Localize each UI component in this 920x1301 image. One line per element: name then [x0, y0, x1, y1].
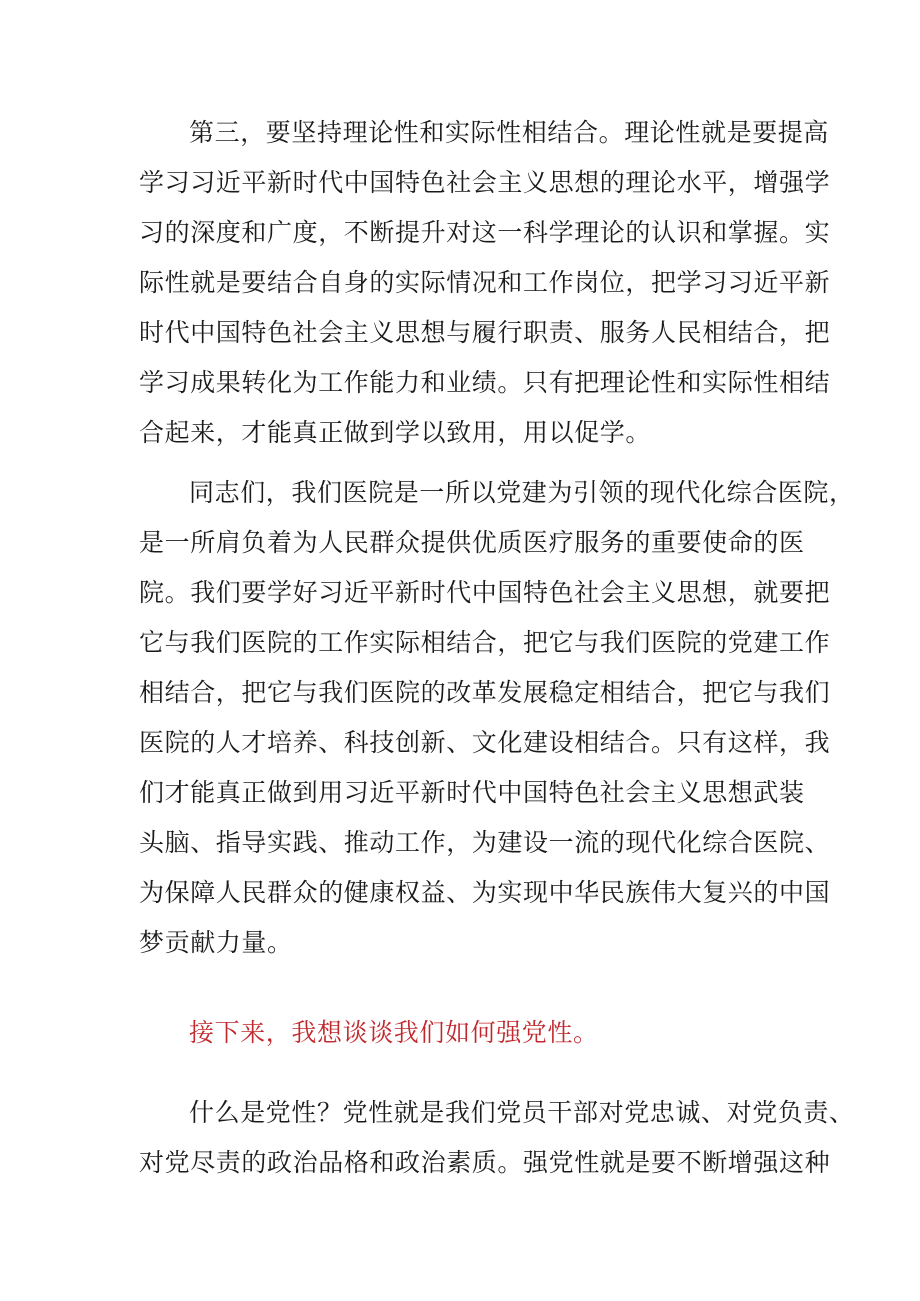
text-line: 梦贡献力量。	[139, 928, 293, 957]
text-line: 为保障人民群众的健康权益、为实现中华民族伟大复兴的中国	[139, 878, 831, 907]
text-line: 对党尽责的政治品格和政治素质。强党性就是要不断增强这种	[139, 1148, 831, 1177]
text-line: 学习习近平新时代中国特色社会主义思想的理论水平，增强学	[139, 168, 831, 197]
text-line: 时代中国特色社会主义思想与履行职责、服务人民相结合，把	[139, 318, 831, 347]
text-line: 合起来，才能真正做到学以致用，用以促学。	[139, 418, 652, 447]
text-line: 际性就是要结合自身的实际情况和工作岗位，把学习习近平新	[139, 268, 831, 297]
text-line: 习的深度和广度，不断提升对这一科学理论的认识和掌握。实	[139, 218, 831, 247]
text-line: 什么是党性？党性就是我们党员干部对党忠诚、对党负责、	[189, 1098, 855, 1127]
text-line: 是一所肩负着为人民群众提供优质医疗服务的重要使命的医	[139, 528, 805, 557]
heading-line: 接下来，我想谈谈我们如何强党性。	[189, 1018, 599, 1047]
text-line: 们才能真正做到用习近平新时代中国特色社会主义思想武装	[139, 778, 805, 807]
text-line: 院。我们要学好习近平新时代中国特色社会主义思想，就要把	[139, 578, 831, 607]
text-line: 学习成果转化为工作能力和业绩。只有把理论性和实际性相结	[139, 368, 831, 397]
text-line: 医院的人才培养、科技创新、文化建设相结合。只有这样，我	[139, 728, 831, 757]
text-line: 它与我们医院的工作实际相结合，把它与我们医院的党建工作	[139, 628, 831, 657]
text-line: 头脑、指导实践、推动工作，为建设一流的现代化综合医院、	[139, 828, 831, 857]
text-line: 相结合，把它与我们医院的改革发展稳定相结合，把它与我们	[139, 678, 831, 707]
text-line: 同志们，我们医院是一所以党建为引领的现代化综合医院，	[189, 478, 855, 507]
text-line: 第三，要坚持理论性和实际性相结合。理论性就是要提高	[189, 118, 830, 147]
